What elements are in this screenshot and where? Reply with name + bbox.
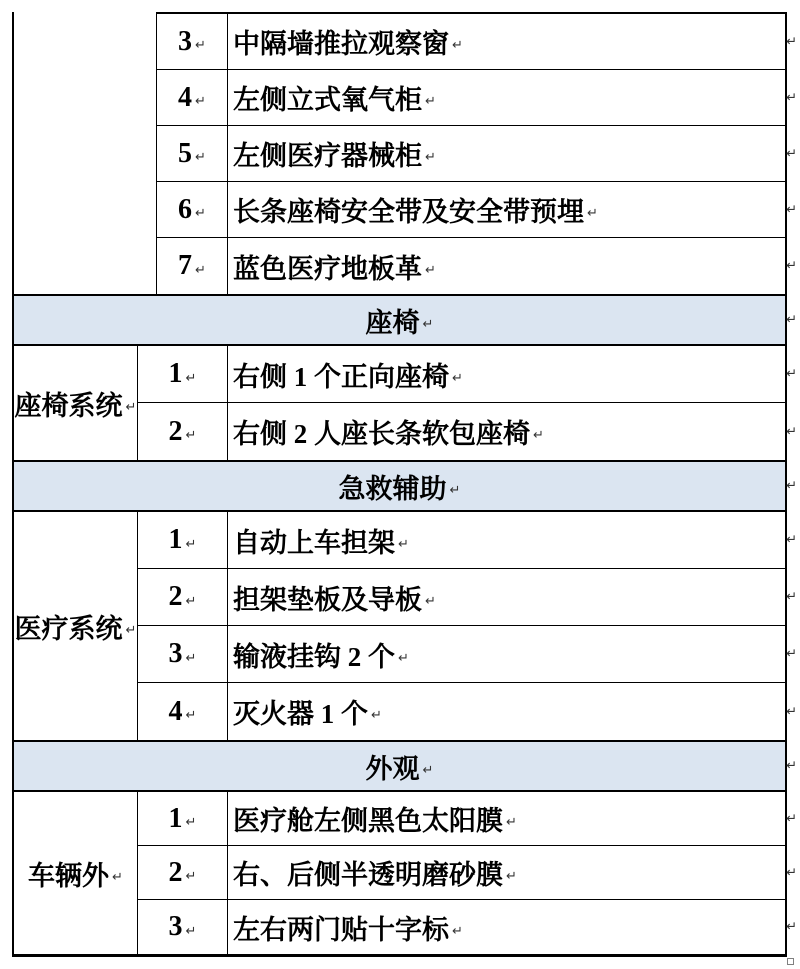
row-number: 2 <box>168 581 183 612</box>
table-row <box>157 14 797 70</box>
section-header-seats[interactable] <box>14 294 797 346</box>
row-number-cell[interactable] <box>138 569 228 625</box>
row-number-cell[interactable] <box>157 126 228 181</box>
table-resize-handle[interactable] <box>787 958 794 965</box>
paragraph-mark-icon: ↵ <box>185 370 197 386</box>
item-text: 左侧医疗器械柜 <box>233 141 422 171</box>
paragraph-mark-icon: ↵ <box>185 923 197 939</box>
table-row <box>138 846 797 900</box>
paragraph-mark-icon: ↵ <box>506 815 517 830</box>
paragraph-mark-icon: ↵ <box>506 869 517 884</box>
table-row <box>157 70 797 126</box>
row-end-mark-icon: ↵ <box>786 811 797 826</box>
paragraph-mark-icon: ↵ <box>185 428 197 443</box>
row-end-mark-icon: ↵ <box>786 90 797 105</box>
row-end-mark-icon: ↵ <box>786 532 797 548</box>
row-number: 3 <box>178 25 193 57</box>
section-rows <box>138 346 797 460</box>
row-number-cell[interactable] <box>138 626 228 682</box>
paragraph-mark-icon: ↵ <box>185 650 197 666</box>
item-cell[interactable] <box>228 569 785 625</box>
section-header-exterior[interactable] <box>14 740 797 792</box>
paragraph-mark-icon: ↵ <box>195 38 206 53</box>
section-header-text: 急救辅助 <box>338 473 447 504</box>
paragraph-mark-icon: ↵ <box>533 428 544 443</box>
paragraph-mark-icon: ↵ <box>452 923 463 939</box>
merged-label-cell[interactable] <box>14 792 138 954</box>
row-number: 1 <box>168 802 183 834</box>
paragraph-mark-icon: ↵ <box>587 206 598 221</box>
row-number: 5 <box>178 137 193 169</box>
row-end-mark-icon: ↵ <box>786 146 797 161</box>
table-row <box>157 126 797 182</box>
paragraph-mark-icon: ↵ <box>195 94 206 109</box>
row-number: 1 <box>168 524 183 555</box>
paragraph-mark-icon: ↵ <box>425 94 436 109</box>
item-cell[interactable] <box>228 846 785 899</box>
item-cell[interactable] <box>228 626 785 682</box>
table-section-vehicle-exterior <box>14 792 797 954</box>
item-cell[interactable] <box>228 238 785 294</box>
paragraph-mark-icon: ↵ <box>449 482 461 498</box>
paragraph-mark-icon: ↵ <box>422 316 434 332</box>
paragraph-mark-icon: ↵ <box>185 869 197 884</box>
row-end-mark-icon: ↵ <box>786 366 797 382</box>
paragraph-mark-icon: ↵ <box>195 206 206 221</box>
item-cell[interactable] <box>228 792 785 845</box>
row-number: 4 <box>168 695 183 727</box>
row-number-cell[interactable] <box>138 900 228 954</box>
paragraph-mark-icon: ↵ <box>425 593 436 609</box>
row-number-cell[interactable] <box>138 683 228 740</box>
item-cell[interactable] <box>228 70 785 125</box>
row-end-mark-icon: ↵ <box>786 312 797 328</box>
item-cell[interactable] <box>228 403 785 460</box>
row-end-mark-icon: ↵ <box>786 34 797 49</box>
item-text: 中隔墙推拉观察窗 <box>233 29 449 59</box>
paragraph-mark-icon: ↵ <box>185 536 197 552</box>
paragraph-mark-icon: ↵ <box>452 38 463 53</box>
row-end-mark-icon: ↵ <box>786 202 797 217</box>
paragraph-mark-icon: ↵ <box>185 708 197 723</box>
table-row <box>138 403 797 460</box>
section-rows <box>157 12 797 294</box>
item-text: 左侧立式氧气柜 <box>233 85 422 115</box>
row-end-mark-icon: ↵ <box>786 589 797 605</box>
paragraph-mark-icon: ↵ <box>425 262 436 278</box>
row-end-mark-icon: ↵ <box>786 424 797 439</box>
section-label-text: 车辆外 <box>28 860 110 891</box>
equipment-table <box>12 12 797 957</box>
merged-label-cell[interactable] <box>14 346 138 460</box>
row-number: 2 <box>168 415 183 447</box>
item-cell[interactable] <box>228 126 785 181</box>
row-number-cell[interactable] <box>157 238 228 294</box>
table-row <box>138 792 797 846</box>
table-row <box>157 182 797 238</box>
row-end-mark-icon: ↵ <box>786 704 797 719</box>
item-text: 医疗舱左侧黑色太阳膜 <box>233 806 503 836</box>
table-row <box>138 900 797 954</box>
table-row <box>157 238 797 294</box>
item-text: 长条座椅安全带及安全带预埋 <box>233 197 584 227</box>
row-number-cell[interactable] <box>157 14 228 69</box>
item-cell[interactable] <box>228 346 785 402</box>
row-number-cell[interactable] <box>157 70 228 125</box>
row-end-mark-icon: ↵ <box>786 646 797 662</box>
table-section-continuation <box>14 12 797 294</box>
row-number-cell[interactable] <box>138 403 228 460</box>
paragraph-mark-icon: ↵ <box>195 150 206 165</box>
paragraph-mark-icon: ↵ <box>371 708 382 723</box>
item-text: 左右两门贴十字标 <box>233 914 449 945</box>
row-end-mark-icon: ↵ <box>786 865 797 880</box>
section-rows <box>138 792 797 954</box>
table-row <box>138 346 797 403</box>
paragraph-mark-icon: ↵ <box>422 762 434 778</box>
row-number: 3 <box>168 638 183 669</box>
item-text: 灭火器 1 个 <box>233 699 368 729</box>
row-number-cell[interactable] <box>157 182 228 237</box>
row-number: 1 <box>168 358 183 389</box>
paragraph-mark-icon: ↵ <box>185 815 197 830</box>
table-row <box>138 626 797 683</box>
table-section-medical-system <box>14 512 797 740</box>
item-cell[interactable] <box>228 512 785 568</box>
paragraph-mark-icon: ↵ <box>425 150 436 165</box>
paragraph-mark-icon: ↵ <box>125 399 137 415</box>
row-number: 7 <box>178 250 193 281</box>
row-number-cell[interactable] <box>138 346 228 402</box>
merged-label-cell-empty[interactable] <box>14 12 157 294</box>
item-text: 右、后侧半透明磨砂膜 <box>233 860 503 890</box>
row-number: 3 <box>168 911 183 942</box>
table-section-seat-system <box>14 346 797 460</box>
table-row <box>138 512 797 569</box>
row-number: 6 <box>178 193 193 225</box>
item-text: 蓝色医疗地板革 <box>233 253 422 284</box>
row-end-mark-icon: ↵ <box>786 478 797 494</box>
row-end-mark-icon: ↵ <box>786 919 797 935</box>
row-number: 2 <box>168 856 183 888</box>
paragraph-mark-icon: ↵ <box>398 536 409 552</box>
section-header-text: 外观 <box>365 753 420 784</box>
paragraph-mark-icon: ↵ <box>112 869 123 885</box>
item-text: 自动上车担架 <box>233 527 395 558</box>
row-number-cell[interactable] <box>138 512 228 568</box>
row-end-mark-icon: ↵ <box>786 758 797 774</box>
paragraph-mark-icon: ↵ <box>452 370 463 386</box>
row-number-cell[interactable] <box>138 792 228 845</box>
item-cell[interactable] <box>228 182 785 237</box>
row-end-mark-icon: ↵ <box>786 258 797 274</box>
section-header-first-aid[interactable] <box>14 460 797 512</box>
paragraph-mark-icon: ↵ <box>195 262 206 278</box>
row-number: 4 <box>178 81 193 113</box>
item-cell[interactable] <box>228 900 785 954</box>
item-text: 右侧 2 人座长条软包座椅 <box>233 419 530 449</box>
paragraph-mark-icon: ↵ <box>125 622 137 638</box>
section-header-text: 座椅 <box>365 307 420 338</box>
item-cell[interactable] <box>228 683 785 740</box>
section-label-text: 医疗系统 <box>14 613 123 644</box>
row-number-cell[interactable] <box>138 846 228 899</box>
table-row <box>138 569 797 626</box>
merged-label-cell[interactable] <box>14 512 138 740</box>
paragraph-mark-icon: ↵ <box>185 593 197 609</box>
section-rows <box>138 512 797 740</box>
item-text: 担架垫板及导板 <box>233 584 422 615</box>
item-text: 右侧 1 个正向座椅 <box>233 361 449 392</box>
table-row <box>138 683 797 740</box>
section-label-text: 座椅系统 <box>14 390 123 421</box>
item-text: 输液挂钩 2 个 <box>233 641 395 672</box>
item-cell[interactable] <box>228 14 785 69</box>
paragraph-mark-icon: ↵ <box>398 650 409 666</box>
